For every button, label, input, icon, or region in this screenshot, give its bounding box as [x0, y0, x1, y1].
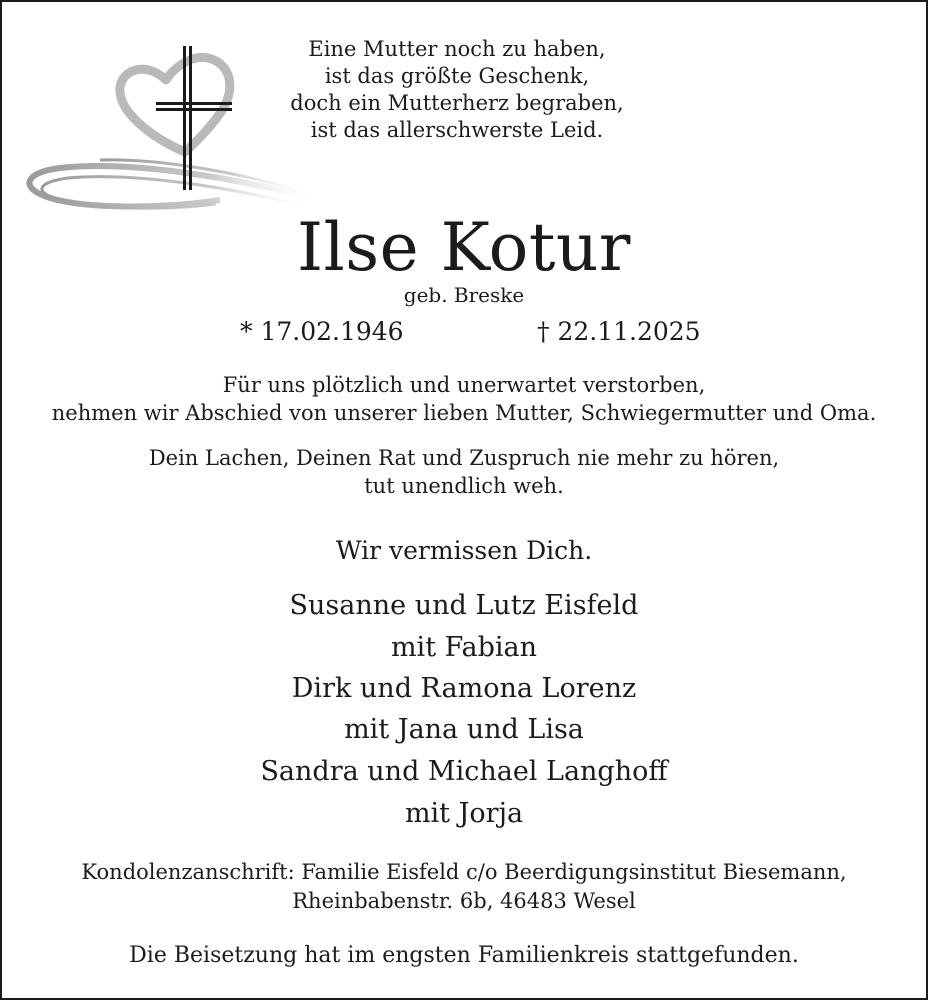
family-line: Dirk und Ramona Lorenz [291, 673, 637, 704]
condolence-address: Kondolenzanschrift: Familie Eisfeld c/o Beerdigungsinstitut Biesemann, [81, 860, 847, 884]
burial-note: Die Beisetzung hat im engsten Familienkreis stattgefunden. [129, 943, 799, 968]
family-line: mit Fabian [390, 632, 538, 663]
poem-line: doch ein Mutterherz begraben, [290, 91, 624, 115]
family-line: mit Jorja [404, 798, 524, 829]
poem-line: ist das größte Geschenk, [324, 64, 590, 88]
maiden-name: geb. Breske [403, 283, 525, 307]
condolence-address: Rheinbabenstr. 6b, 46483 Wesel [292, 889, 636, 913]
family-line: Sandra und Michael Langhoff [260, 756, 668, 787]
announcement-line: Für uns plötzlich und unerwartet verstorben, [222, 373, 706, 397]
death-date: † 22.11.2025 [537, 317, 701, 346]
birth-date: * 17.02.1946 [240, 317, 404, 346]
memory-line: tut unendlich weh. [364, 474, 564, 498]
poem-line: Eine Mutter noch zu haben, [308, 37, 606, 61]
poem [242, 36, 672, 144]
family-line: Susanne und Lutz Eisfeld [289, 590, 639, 621]
deceased-name: Ilse Kotur [297, 209, 631, 286]
memory-line: Dein Lachen, Deinen Rat und Zuspruch nie mehr zu hören, [148, 446, 780, 470]
family-line: mit Jana und Lisa [344, 714, 584, 745]
miss-you-text: Wir vermissen Dich. [335, 536, 593, 565]
announcement-line: nehmen wir Abschied von unserer lieben Mutter, Schwiegermutter und Oma. [51, 401, 877, 425]
poem-line: ist das allerschwerste Leid. [310, 118, 604, 142]
